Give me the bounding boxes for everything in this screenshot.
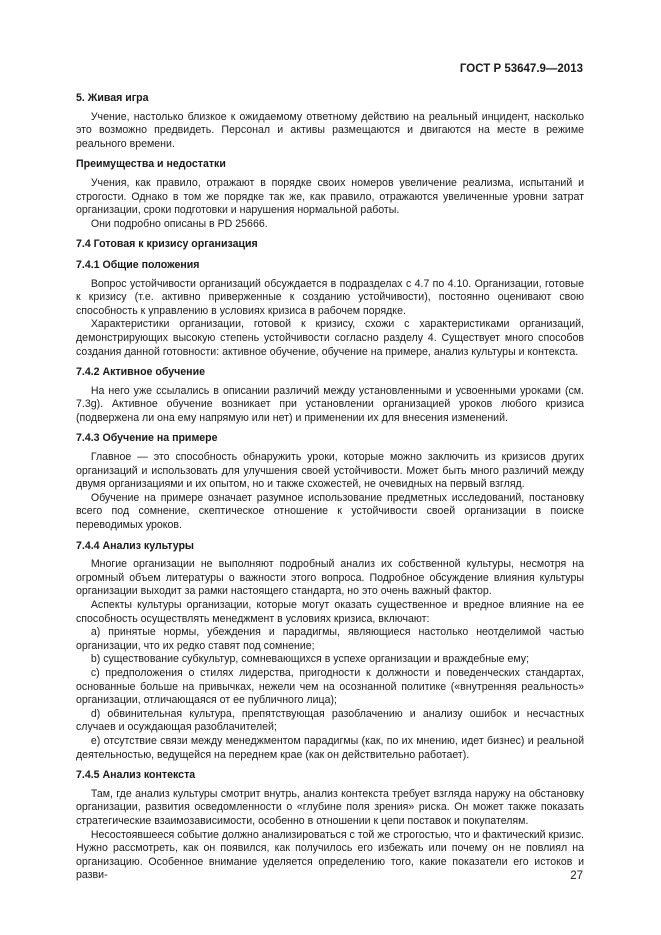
advantages-title: Преимущества и недостатки (76, 158, 226, 171)
paragraph: Многие организации не выполняют подробный анализ их собственной культуры, несмотря на огромный объем литературы о важности этого вопроса. Подробное обсуждение влияния культуры организации выходит за рамки настоящего стандарта, но это очень важный фактор. (76, 558, 584, 598)
section-7-4-4-title: 7.4.4 Анализ культуры (76, 539, 194, 552)
page-number: 27 (570, 870, 583, 882)
paragraph: Обучение на примере означает разумное использование предметных исследований, постановку всего под сомнение, скептическое отношение к устойчивости своей организации в поиске переводимых уроков. (76, 491, 584, 532)
paragraph: Учение, настолько близкое к ожидаемому ответному действию на реальный инцидент, насколько это возможно предвидеть. Персонал и активы размещаются и двигаются на месте в режиме реального времени. (76, 110, 584, 150)
section-5-title: 5. Живая игра (76, 92, 149, 104)
paragraph: Характеристики организации, готовой к кризису, схожи с характеристиками организаций, демонстрирующих высокую степень устойчивости согласно разделу 4. Существует много способов создания данной готовности: активное обучение, обучение на примере, анализ культуры и контекста. (76, 318, 584, 358)
list-item-a: a) принятые нормы, убеждения и парадигмы, являющиеся настолько неотделимой частью организации, что их редко ставят под сомнение; (76, 626, 584, 652)
paragraph: Аспекты культуры организации, которые могут оказать существенное и вредное влияние на ее способность осуществлять менеджмент в условиях кризиса, включают: (76, 599, 584, 625)
section-7-4-5-title: 7.4.5 Анализ контекста (76, 769, 196, 782)
paragraph: Учения, как правило, отражают в порядке своих номеров увеличение реализма, испытаний и строгости. Однако в том же порядке так же, как правило, отражаются увеличенные уровни затрат организации, сроки подготовки и нарушения нормальной работы. (76, 176, 584, 217)
list-item-e: e) отсутствие связи между менеджментом парадигмы (как, по их мнению, идет бизнес) и реальной деятельностью, ведущейся на переднем крае (как он действительно работает). (76, 734, 584, 761)
paragraph: Главное — это способность обнаружить уроки, которые можно заключить из кризисов других организаций и использовать для улучшения своей устойчивости. Может быть много различий между двумя организациями и их опытом, но и также схожестей, не очевидных на первый взгляд. (76, 451, 584, 491)
paragraph: Они подробно описаны в PD 25666. (90, 217, 268, 230)
section-7-4-2-title: 7.4.2 Активное обучение (76, 366, 205, 379)
page-content (76, 92, 584, 883)
list-item-b: b) существование субкультур, сомневающихся в успехе организации и враждебные ему; (90, 653, 530, 666)
section-7-4-title: 7.4 Готовая к кризису организация (76, 238, 258, 251)
paragraph: Вопрос устойчивости организаций обсуждается в подразделах с 4.7 по 4.10. Организации, готовые к кризису (т.е. активно приверженные к созданию устойчивости), постоянно оценивают свою способность к управлению в условиях кризиса в рабочем порядке. (76, 277, 584, 317)
list-item-c: c) предположения о стилях лидерства, пригодности к должности и поведенческих стандартах, основанные больше на привычках, нежели чем на осознанной политике («внутренняя реальность» организации, отличающаяся от ее публичного лица); (76, 666, 584, 707)
list-item-d: d) обвинительная культура, препятствующая разоблачению и анализу ошибок и несчастных случаев и осуждающая разоблачителей; (76, 707, 584, 734)
paragraph: На него уже ссылались в описании различий между установленными и усвоенными уроками (см. 7.3g). Активное обучение возникает при установлении организацией уроков любого кризиса (подвержена ли она ему напрямую или нет) и применении их для внесения изменений. (76, 384, 584, 424)
paragraph: Несостоявшееся событие должно анализироваться с той же строгостью, что и фактический кризис. Нужно рассмотреть, как он появился, как получилось его избежать или почему он не повлиял на организацию. Особенное внимание уделяется определению того, какие показатели его истоков и разви- (76, 828, 584, 882)
paragraph: Там, где анализ культуры смотрит внутрь, анализ контекста требует взгляда наружу на обстановку организации, развития осведомленности о «глубине поля зрения» риска. Он может также показать стратегические взаимозависимости, особенно в отношении к цепи поставок и покупателям. (76, 787, 584, 827)
document-header: ГОСТ Р 53647.9—2013 (459, 63, 583, 75)
section-7-4-1-title: 7.4.1 Общие положения (76, 258, 200, 271)
section-7-4-3-title: 7.4.3 Обучение на примере (76, 432, 218, 445)
